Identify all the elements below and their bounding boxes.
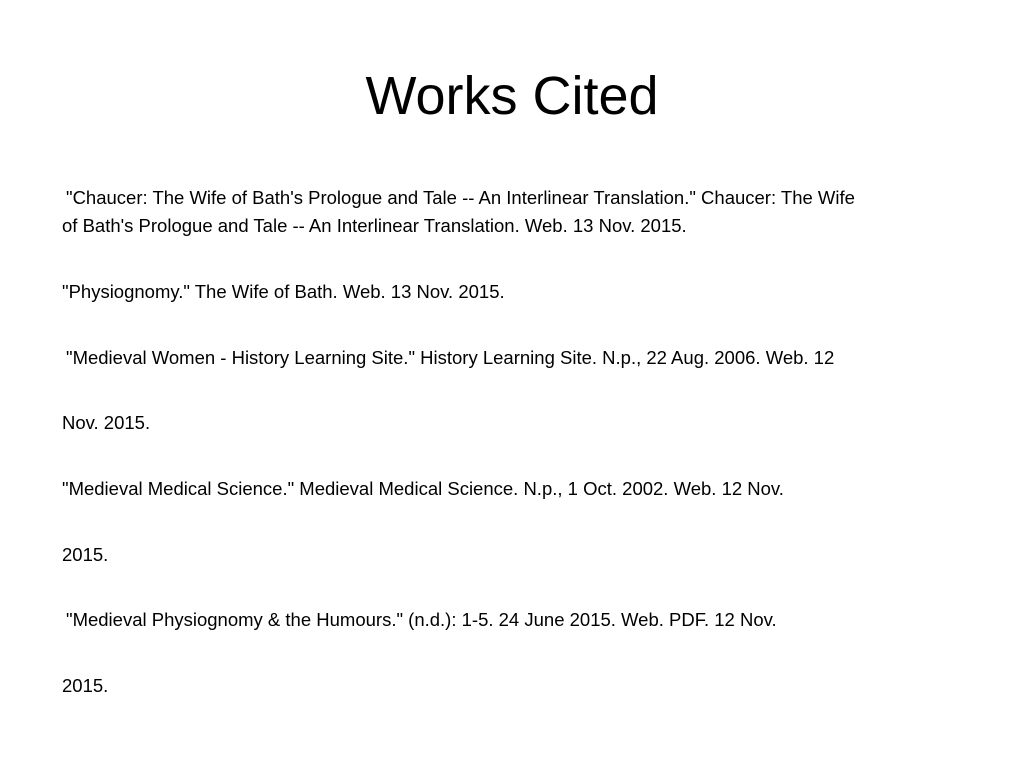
citation-line: "Medieval Physiognomy & the Humours." (n.d.): 1-5. 24 June 2015. Web. PDF. 12 Nov. <box>66 609 777 630</box>
citation-line: Nov. 2015. <box>62 412 151 433</box>
citation-line: 2015. <box>62 544 109 565</box>
citation-line: 2015. <box>62 675 109 696</box>
citation-line: "Medieval Women - History Learning Site." History Learning Site. N.p., 22 Aug. 2006. Web. 12 <box>66 347 835 368</box>
citation-line: "Chaucer: The Wife of Bath's Prologue and Tale -- An Interlinear Translation." Chaucer: The Wife <box>66 187 855 208</box>
citation-line: of Bath's Prologue and Tale -- An Interlinear Translation. Web. 13 Nov. 2015. <box>62 215 687 236</box>
citation-line: "Physiognomy." The Wife of Bath. Web. 13 Nov. 2015. <box>62 281 505 302</box>
citation-line: "Medieval Medical Science." Medieval Medical Science. N.p., 1 Oct. 2002. Web. 12 Nov. <box>62 478 784 499</box>
slide-title: Works Cited <box>365 66 659 126</box>
